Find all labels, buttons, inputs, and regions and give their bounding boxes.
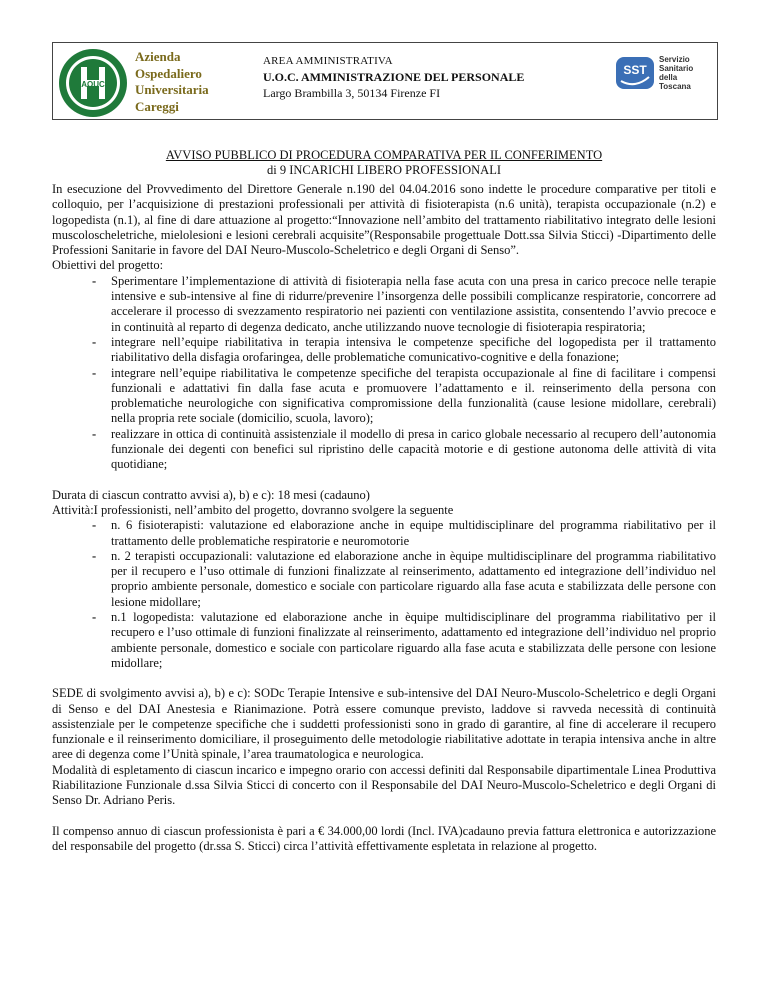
- address: Largo Brambilla 3, 50134 Firenze FI: [263, 86, 441, 100]
- list-item: - n.1 logopedista: valutazione ed elaborazione anche in èquipe multidisciplinare del programma riabilitativo per il recupero e l’uso ottimale di funzioni finalizzate al reinserimento, adattamento ed integrazione dell’individuo nel proprio ambiente personale, domestico e sociale con particolare riguardo alla fase acuta e stabilizzata delle persone con lesione midollare;: [92, 610, 716, 670]
- title-line-2: di 9 INCARICHI LIBERO PROFESSIONALI: [266, 163, 502, 177]
- area-label: AREA AMMINISTRATIVA: [263, 55, 393, 67]
- duration-paragraph: Durata di ciascun contratto avvisi a), b) e c): 18 mesi (cadauno): [52, 487, 370, 502]
- svg-text:SST: SST: [623, 63, 647, 77]
- sst-logo-icon: [615, 55, 655, 91]
- list-item: - n. 2 terapisti occupazionali: valutazione ed elaborazione anche in èquipe multidisciplinare del programma riabilitativo per il recupero e l’uso ottimale di funzioni finalizzate al reinserimento, adattamento ed integrazione dell’individuo nel proprio ambiente personale, domestico e sociale con particolare riguardo alla fase acuta e stabilizzata delle persone con lesione midollare;: [92, 548, 716, 609]
- sede-paragraph: SEDE di svolgimento avvisi a), b) e c): SODc Terapie Intensive e sub-intensive del DAI Neuro-Muscolo-Scheletrico e degli Organi di Senso e del DAI Anestesia e Rianimazione. Potrà essere comunque previsto, laddove si ravveda necessità di continuità assistenziale per le competenze specifiche che i suddetti professionisti sono in grado di garantire, al fine di accelerare il recupero funzionale e il reinserimento domiciliare, il proseguimento delle metodologie riabilitative adottate in terapia intensiva anche in altre aree di degenza come l’Unità spinale, l’area traumatologica e neurologica.: [52, 686, 716, 762]
- organization-name: Azienda Ospedaliero Universitaria Careggi: [135, 49, 209, 114]
- list-item: - integrare nell’equipe riabilitativa le competenze specifiche del terapista occupazionale al fine di facilitare i compensi funzionali e adattativi fin dalla fase acuta e promuovere l’adattamento e il. reinserimento della persona con problematiche neurologiche con significativa compromissione della funzionalità (cause lesione midollare, cerebrali) nella propria rete sociale (domicilio, scuola, lavoro);: [92, 365, 716, 426]
- activities-list: [52, 518, 716, 671]
- list-item: - Sperimentare l’implementazione di attività di fisioterapia nella fase acuta con una presa in carico precoce nelle terapie intensive e sub-intensive al fine di ridurre/prevenire l’insorgenza delle possibili complicanze respiratorie, concorrere ad accelerare il processo di svezzamento respiratorio nei pazienti con ventilazione assistita, consentendo l’avvio precoce e in continuità al reparto di degenza dedicato, anche utilizzando nuove tecnologie di fisioterapia respiratoria;: [92, 273, 716, 334]
- sst-name: Servizio Sanitario della Toscana: [659, 55, 694, 91]
- objectives-list: [52, 274, 716, 473]
- list-item: - integrare nell’equipe riabilitativa in terapia intensiva le competenze specifiche del logopedista per il trattamento riabilitativo della disfagia orofaringea, delle problematiche comunicativo-cognitive e della fonazione;: [92, 334, 716, 365]
- intro-paragraph: In esecuzione del Provvedimento del Direttore Generale n.190 del 04.04.2016 sono indette le procedure comparative per titoli e colloquio, per l’acquisizione di prestazioni professionali per attività di fisioterapista (n.6 unità), terapista occupazionale (n.2) e logopedista (n.1), al fine di dare attuazione al progetto:“Innovazione nell’ambito del trattamento riabilitativo integrato delle lesioni muscoloscheletriche, mielolesioni e lesioni cerebrali acquisite”(Responsabile progettuale Dott.ssa Silvia Sticci) -Dipartimento delle Professioni Sanitarie in favore del DAI Neuro-Muscolo-Scheletrico e degli Organi di Senso”.: [52, 182, 716, 258]
- compenso-paragraph: Il compenso annuo di ciascun professionista è pari a € 34.000,00 lordi (Incl. IVA)cadauno previa fattura elettronica e autorizzazione del responsabile del progetto (dr.ssa S. Sticci) circa l’attività effettivamente espletata in relazione al progetto.: [52, 823, 716, 853]
- department-label: U.O.C. AMMINISTRAZIONE DEL PERSONALE: [263, 70, 525, 84]
- objectives-heading: Obiettivi del progetto:: [52, 258, 164, 273]
- department-info: [263, 53, 524, 101]
- letterhead: [52, 42, 718, 120]
- document-title: [0, 148, 768, 178]
- title-line-1: AVVISO PUBBLICO DI PROCEDURA COMPARATIVA PER IL CONFERIMENTO: [165, 148, 603, 162]
- document-body: [52, 182, 716, 854]
- modalita-paragraph: Modalità di espletamento di ciascun incarico e impegno orario con accessi definiti dal Responsabile dipartimentale Linea Produttiva Riabilitazione Funzionale d.ssa Silvia Sticci di concerto con il Responsabile del DAI Neuro-Muscolo-Scheletrico e degli Organi di Senso Dr. Adriano Peris.: [52, 762, 716, 808]
- list-item: - realizzare in ottica di continuità assistenziale il modello di presa in carico globale necessario al recupero dell’autonomia funzionale dei degenti con benefici sul ripristino delle capacità motorie e di gestione autonoma delle attività di vita quotidiane;: [92, 426, 716, 472]
- activities-heading: Attività:I professionisti, nell’ambito del progetto, dovranno svolgere la seguente: [52, 502, 454, 517]
- aouc-logo-icon: [57, 47, 129, 119]
- list-item: - n. 6 fisioterapisti: valutazione ed elaborazione anche in equipe multidisciplinare del programma riabilitativo per il trattamento delle problematiche respiratorie e neuromotorie: [92, 518, 716, 548]
- svg-text:AOUC: AOUC: [81, 80, 105, 89]
